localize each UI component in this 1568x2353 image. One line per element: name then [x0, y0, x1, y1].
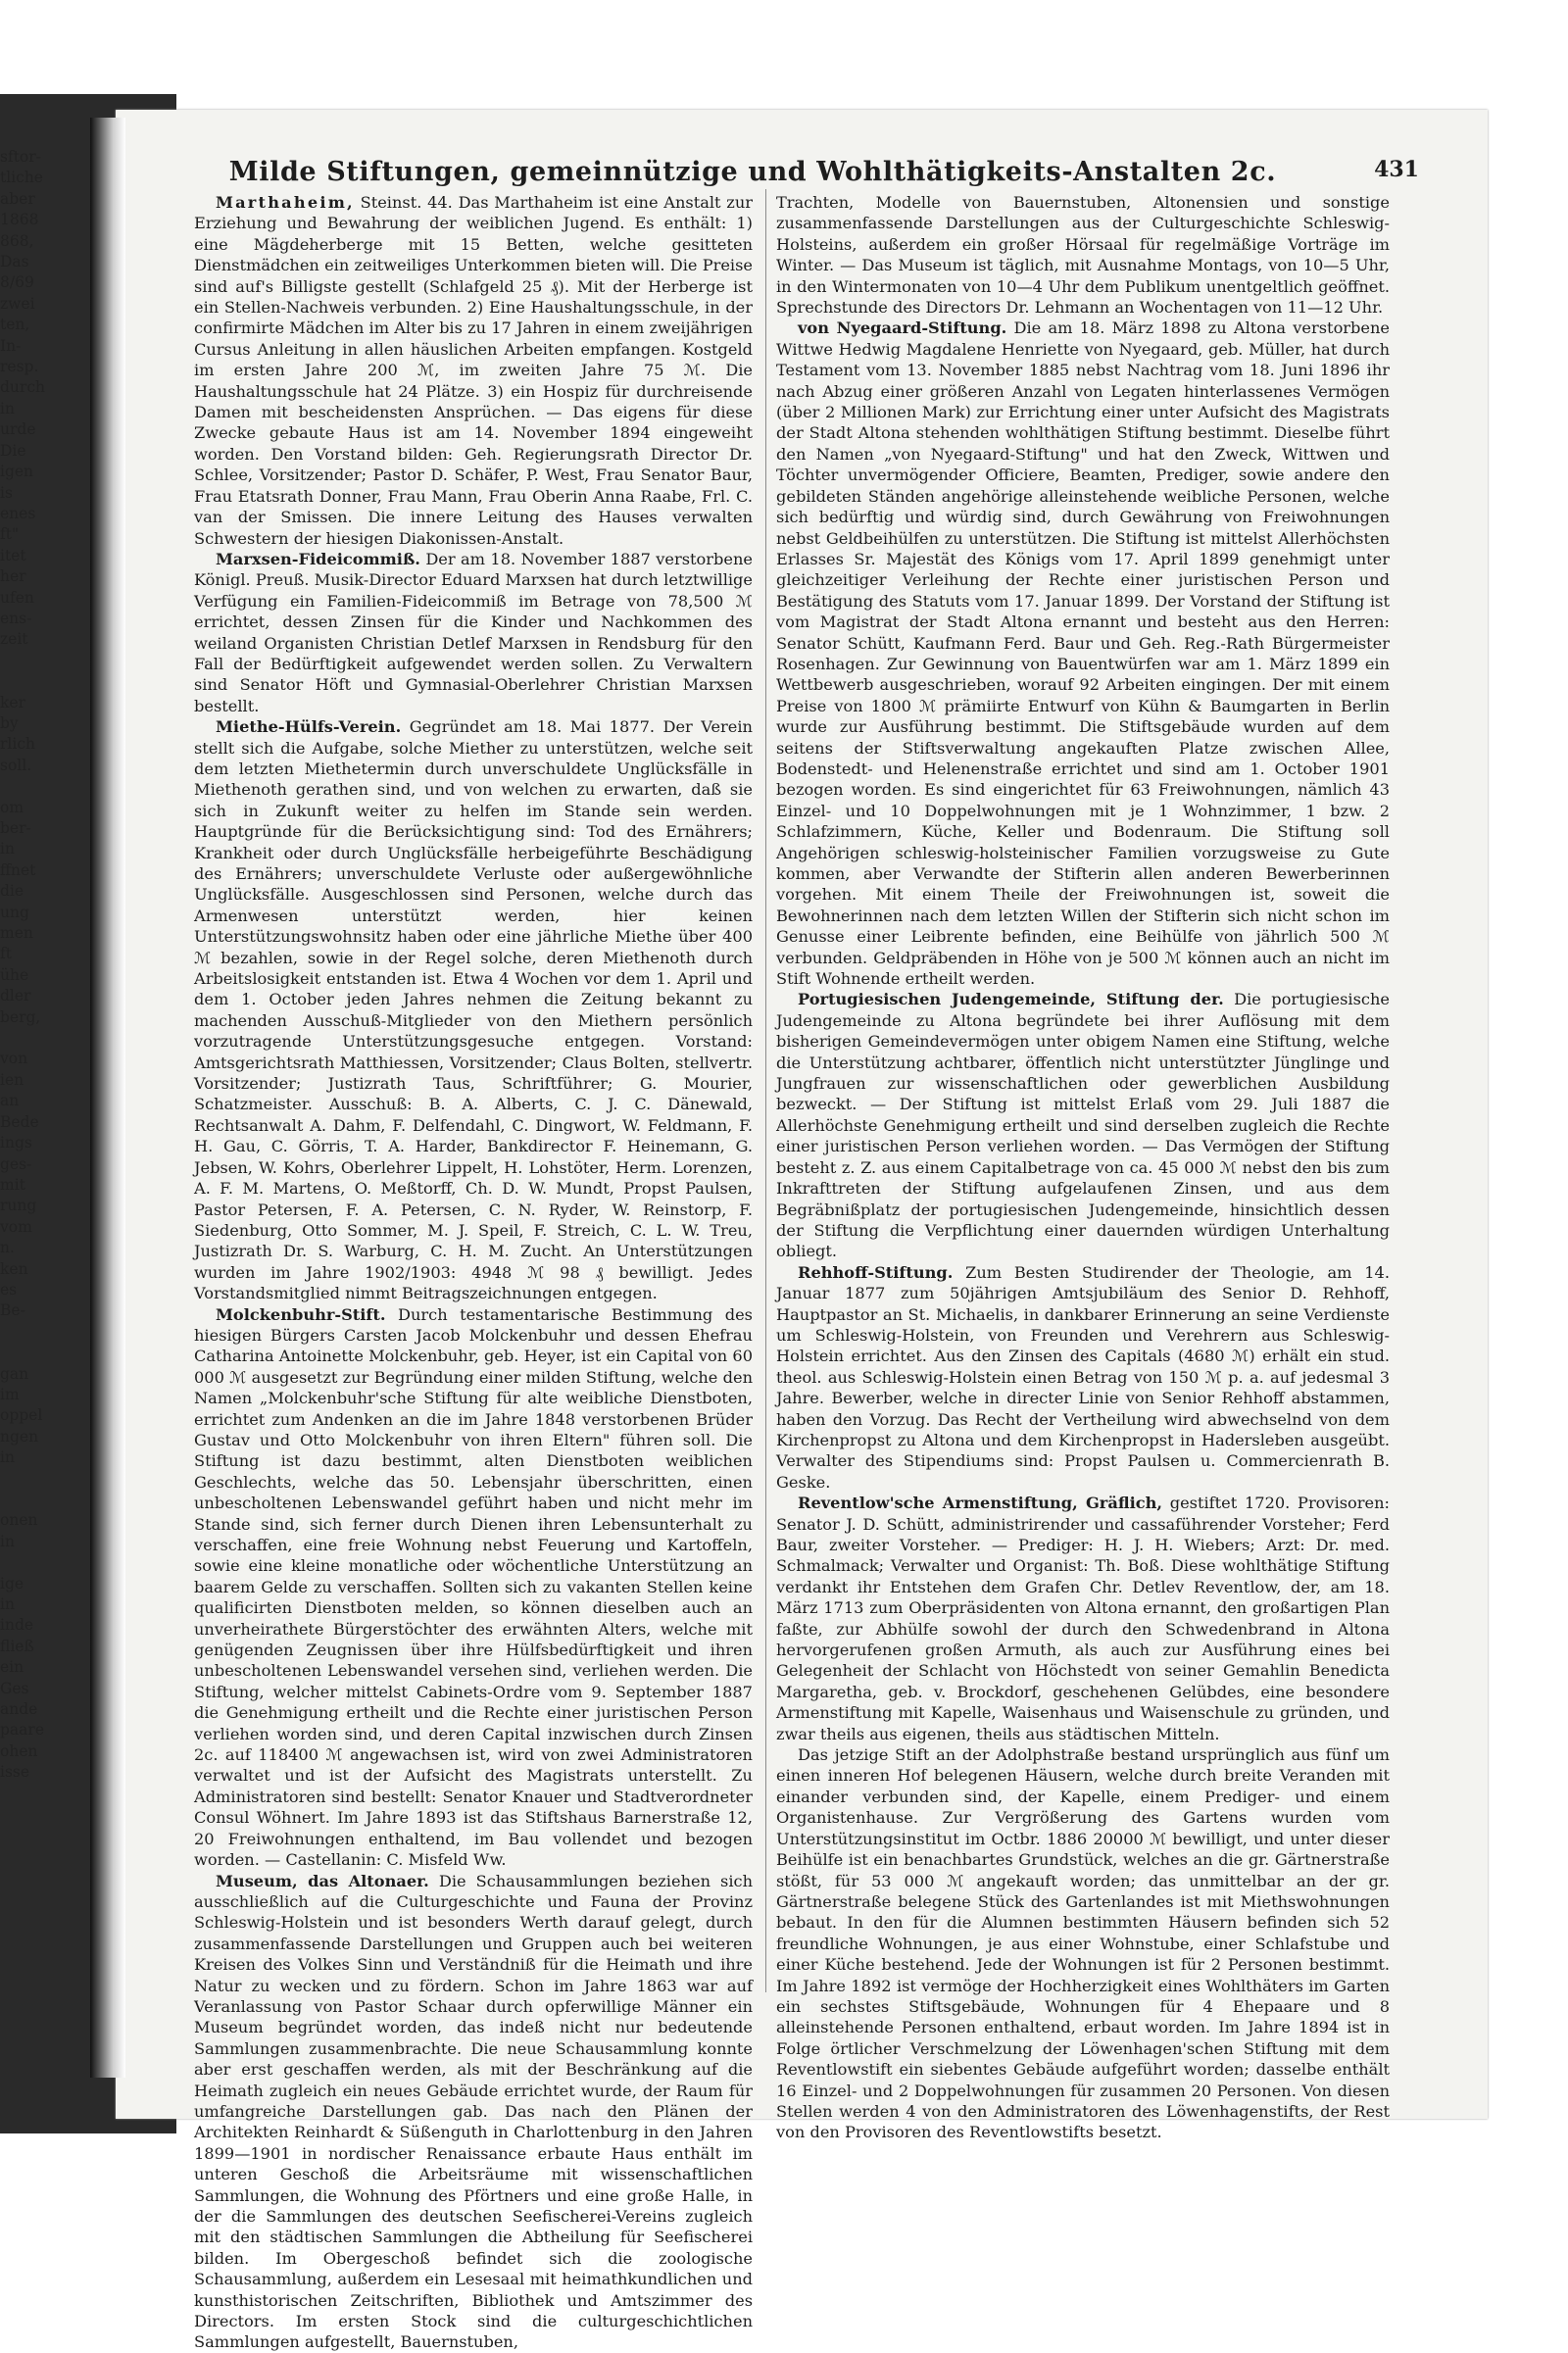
page-title: Milde Stiftungen, gemeinnützige und Wohlthätigkeits-Anstalten 2c.: [228, 157, 1277, 187]
entry-heading: von Nyegaard-Stiftung.: [798, 319, 1007, 338]
entry-heading: Museum, das Altonaer.: [216, 1871, 429, 1890]
entry-heading: Reventlow'sche Armenstiftung, Gräflich,: [798, 1494, 1162, 1513]
entry-text: Die Schausammlungen beziehen sich ausschließlich auf die Culturgeschichte und Fauna der Provinz Schleswig-Holstein und ist besonders Werth darauf gelegt, durch zusammenfassende Darstellungen und Gruppen auch bei weiteren Kreisen des Volkes Sinn und Verständniß für die Heimath und ihre Natur zu wecken und zu fördern. Schon im Jahre 1863 war auf Veranlassung von Pastor Schaar durch opferwillige Männer ein Museum begründet worden, das indeß nicht nur bedeutende Sammlungen zusammenbrachte. Die neue Schausammlung konnte aber erst geschaffen werden, als mit der Beschränkung auf die Heimath zugleich ein neues Gebäude errichtet wurde, der Raum für umfangreiche Darstellungen gab. Das nach den Plänen der Architekten Reinhardt & Süßenguth in Charlottenburg in den Jahren 1899—1901 in nordischer Renaissance erbaute Haus enthält im unteren Geschoß die Arbeitsräume mit wissenschaftlichen Sammlungen, die Wohnung des Pförtners und eine große Halle, in der die Sammlungen des deutschen Seefischerei-Vereins zugleich mit den städtischen Sammlungen die Abtheilung für Seefischerei bilden. Im Obergeschoß befindet sich die zoologische Schausammlung, außerdem ein Lesesaal mit heimathkundlichen und kunsthistorischen Zeitschriften, Bibliothek und Amtszimmer des Directors. Im ersten Stock sind die culturgeschichtlichen Sammlungen aufgestellt, Bauernstuben,: [194, 1871, 753, 2352]
entry-heading: Portugiesischen Judengemeinde, Stiftung der.: [798, 990, 1224, 1009]
left-column: [194, 192, 753, 2353]
entry-text: Zum Besten Studirender der Theologie, am 14. Januar 1877 zum 50jährigen Amtsjubiläum des Senior D. Rehhoff, Hauptpastor an St. Michaelis, in dankbarer Erinnerung an seine Verdienste um Schleswig-Holstein, von Freunden und Verehrern aus Schleswig-Holstein errichtet. Aus den Zinsen des Capitals (4680 ℳ) erhält ein stud. theol. aus Schleswig-Holstein einen Betrag von 150 ℳ p. a. auf jedesmal 3 Jahre. Bewerber, welche in directer Linie von Senior Rehhoff abstammen, haben den Vorzug. Das Recht der Vertheilung wird abwechselnd von dem Kirchenpropst zu Altona und dem Kirchenpropst in Hadersleben ausgeübt. Verwalter des Stipendiums sind: Propst Paulsen u. Commercienrath B. Geske.: [776, 1262, 1390, 1492]
entry-text: Trachten, Modelle von Bauernstuben, Altonensien und sonstige zusammenfassende Darstellungen aus der Culturgeschichte Schleswig-Holsteins, außerdem ein großer Hörsaal für regelmäßige Vorträge im Winter. — Das Museum ist täglich, mit Ausnahme Montags, von 10—5 Uhr, in den Wintermonaten von 10—4 Uhr dem Publikum unentgeltlich geöffnet. Sprechstunde des Directors Dr. Lehmann an Wochentagen von 11—12 Uhr.: [776, 193, 1390, 318]
previous-page-fragment: sftor- tliche aber 1868 868, Das 8/69 zwei ten, In- resp. durch in urde Die igen is enes ft" itet her ufen ens- zeit ker by rlich soll. om ber- in ffnet die ung men ft ühe dler berg, von ien an Bede ings ges- mit rung vom n. ken es Be- gan im oppel ngen in onen in ige in inde fließ ein Ges ande paare ohen isse: [0, 148, 45, 1782]
entry-text: Die am 18. März 1898 zu Altona verstorbene Wittwe Hedwig Magdalene Henriette von Nyegaard, geb. Müller, hat durch Testament vom 13. November 1885 nebst Nachtrag vom 18. Juni 1896 ihr nach Abzug einer größeren Anzahl von Legaten hinterlassenes Vermögen (über 2 Millionen Mark) zur Errichtung einer unter Aufsicht des Magistrats der Stadt Altona stehenden wohlthätigen Stiftung bestimmt. Dieselbe führt den Namen „von Nyegaard-Stiftung" und hat den Zweck, Wittwen und Töchter unvermögender Officiere, Beamten, Prediger, sowie andere den gebildeten Ständen angehörige alleinstehende weibliche Personen, welche sich bedürftig und würdig sind, durch Gewährung von Freiwohnungen nebst Geldbeihülfen zu unterstützen. Die Stiftung ist mittelst Allerhöchsten Erlasses Sr. Majestät des Königs vom 17. April 1899 genehmigt unter gleichzeitiger Verleihung der Rechte einer juristischen Person und Bestätigung des Statuts vom 17. Januar 1899. Der Vorstand der Stiftung ist vom Magistrat der Stadt Altona ernannt und besteht aus den Herren: Senator Schütt, Kaufmann Ferd. Baur und Geh. Reg.-Rath Bürgermeister Rosenhagen. Zur Gewinnung von Bauentwürfen war am 1. März 1899 ein Wettbewerb ausgeschrieben, worauf 92 Arbeiten eingingen. Der mit einem Preise von 1800 ℳ prämiirte Entwurf von Kühn & Baumgarten in Berlin wurde zur Ausführung bestimmt. Die Stiftsgebäude wurden auf dem seitens der Stiftsverwaltung angekauften Platze zwischen Allee, Bodenstedt- und Helenenstraße errichtet und sind am 1. October 1901 bezogen worden. Es sind eingerichtet für 63 Freiwohnungen, nämlich 43 Einzel- und 10 Doppelwohnungen mit je 1 Wohnzimmer, 1 bzw. 2 Schlafzimmern, Küche, Keller und Bodenraum. Die Stiftung soll Angehörigen schleswig-holsteinischer Familien vorzugsweise zu Gute kommen, aber Verwandte der Stifterin allen anderen Bewerberinnen vorgehen. Mit einem Theile der Freiwohnungen ist, soweit die Bewohnerinnen nach dem letzten Willen der Stifterin sich nicht schon im Genusse einer Leibrente befinden, eine Beihülfe von jährlich 500 ℳ verbunden. Geldpräbenden in Höhe von je 500 ℳ können auch an nicht im Stift Wohnende ertheilt werden.: [776, 319, 1390, 989]
column-divider: [765, 189, 766, 1992]
entry-portugiesische-judengemeinde: [776, 989, 1390, 1261]
entry-reventlow-armenstiftung: [776, 1493, 1390, 1744]
entry-text: Der am 18. November 1887 verstorbene Königl. Preuß. Musik-Director Eduard Marxsen hat durch letztwillige Verfügung ein Familien-Fideicommiß im Betrage von 78,500 ℳ errichtet, dessen Zinsen für die Kinder und Nachkommen des weiland Organisten Christian Detlef Marxsen in Rendsburg für den Fall der Bedürftigkeit aufgewendet werden sollen. Zu Verwaltern sind Senator Höft und Gymnasial-Oberlehrer Christian Marxsen bestellt.: [194, 549, 753, 715]
entry-miethe-huelfs-verein: [194, 716, 753, 1303]
right-column: [776, 192, 1390, 2143]
entry-heading: Marthaheim,: [216, 193, 355, 212]
entry-rehhoff-stiftung: [776, 1262, 1390, 1493]
entry-text: Das jetzige Stift an der Adolphstraße bestand ursprünglich aus fünf um einen inneren Hof belegenen Häusern, welche durch breite Veranden mit einander verbunden sind, der Kapelle, einem Prediger- und einem Organistenhause. Zur Vergrößerung des Gartens wurden vom Unterstützungsinstitut im Octbr. 1886 20000 ℳ bewilligt, und unter dieser Beihülfe ist ein benachbartes Grundstück, welches an die gr. Gärtnerstraße stößt, für 53 000 ℳ angekauft worden; das unmittelbar an der gr. Gärtnerstraße belegene Stück des Gartenlandes ist mit Miethswohnungen bebaut. In den für die Alumnen bestimmten Häusern befinden sich 52 freundliche Wohnungen, je aus einer Wohnstube, einer Schlafstube und einer Küche bestehend. Jede der Wohnungen ist für 2 Personen bestimmt. Im Jahre 1892 ist vermöge der Hochherzigkeit eines Wohlthäters im Garten ein sechstes Stiftsgebäude, Wohnungen für 4 Ehepaare und 8 alleinstehende Personen enthaltend, erbaut worden. Im Jahre 1894 ist in Folge örtlicher Verschmelzung der Löwenhagen'schen Stiftung mit dem Reventlowstift ein siebentes Gebäude aufgeführt worden; dasselbe enthält 16 Einzel- und 2 Doppelwohnungen für zusammen 20 Personen. Von diesen Stellen werden 4 von den Administratoren des Löwenhagenstifts, der Rest von den Provisoren des Reventlowstifts besetzt.: [776, 1745, 1390, 2142]
entry-text: Steinst. 44. Das Marthaheim ist eine Anstalt zur Erziehung und Bewahrung der weiblichen Jugend. Es enthält: 1) eine Mägdeherberge mit 15 Betten, welche gesitteten Dienstmädchen ein zeitweiliges Unterkommen bieten will. Die Preise sind auf's Billigste gestellt (Schlafgeld 25 ₰). Mit der Herberge ist ein Stellen-Nachweis verbunden. 2) Eine Haushaltungsschule, in der confirmirte Mädchen im Alter bis zu 17 Jahren in einem zweijährigen Cursus Anleitung in allen häuslichen Arbeiten empfangen. Kostgeld im ersten Jahre 200 ℳ, im zweiten Jahre 75 ℳ. Die Haushaltungsschule hat 24 Plätze. 3) ein Hospiz für durchreisende Damen mit bescheidensten Ansprüchen. — Das eigens für diese Zwecke gebaute Haus ist am 14. November 1894 eingeweiht worden. Den Vorstand bilden: Geh. Regierungsrath Director Dr. Schlee, Vorsitzender; Pastor D. Schäfer, P. West, Frau Senator Baur, Frau Etatsrath Donner, Frau Mann, Frau Oberin Anna Raabe, Frl. C. van der Smissen. Die innere Leitung des Hauses verwalten Schwestern der hiesigen Diakonissen-Anstalt.: [194, 193, 753, 548]
entry-heading: Rehhoff-Stiftung.: [798, 1262, 954, 1282]
entry-molckenbuhr-stift: [194, 1304, 753, 1871]
page-number: 431: [1374, 157, 1419, 182]
entry-marthaheim: [194, 192, 753, 549]
entry-nyegaard-stiftung: [776, 318, 1390, 989]
entry-heading: Miethe-Hülfs-Verein.: [216, 717, 402, 737]
entry-heading: Molckenbuhr-Stift.: [216, 1304, 386, 1324]
entry-heading: Marxsen-Fideicommiß.: [216, 549, 420, 568]
entry-museum-continued: [776, 192, 1390, 318]
entry-reventlow-continued: [776, 1744, 1390, 2143]
gutter-shadow: [90, 118, 125, 2078]
entry-text: gestiftet 1720. Provisoren: Senator J. D. Schütt, administrirender und cassaführender Vorsteher; Ferd Baur, zweiter Vorsteher. — Prediger: H. J. H. Wiebers; Arzt: Dr. med. Schmalmack; Verwalter und Organist: Th. Boß. Diese wohlthätige Stiftung verdankt ihr Entstehen dem Grafen Chr. Detlev Reventlow, der, am 18. März 1713 zum Oberpräsidenten von Altona ernannt, den großartigen Plan faßte, zur Abhülfe sowohl der durch den Schwedenbrand in Altona hervorgerufenen großen Armuth, als auch zur Ausführung eines bei Gelegenheit der Schlacht von Höchstedt von seiner Gemahlin Benedicta Margaretha, geb. v. Brockdorf, geschehenen Gelübdes, eine besondere Armenstiftung mit Kapelle, Waisenhaus und Waisenschule zu gründen, und zwar theils aus eigenen, theils aus städtischen Mitteln.: [776, 1494, 1390, 1743]
entry-marxsen-fideicommiss: [194, 549, 753, 716]
page-header: [194, 157, 1419, 186]
entry-text: Gegründet am 18. Mai 1877. Der Verein stellt sich die Aufgabe, solche Miether zu unterstützen, welche seit dem letzten Miethetermin durch unverschuldete Unglücksfälle in Miethenoth gerathen sind, und von welchen zu erwarten, daß sie sich in Zukunft weiter zu helfen im Stande sein werden. Hauptgründe für die Berücksichtigung sind: Tod des Ernährers; Krankheit oder durch Unglücksfälle herbeigeführte Beschädigung des Ernährers; unverschuldete Verluste oder außergewöhnliche Unglücksfälle. Ausgeschlossen sind Personen, welche durch das Armenwesen unterstützt werden, hier keinen Unterstützungswohnsitz haben oder eine jährliche Miethe über 400 ℳ bezahlen, sowie in der Regel solche, deren Miethenoth durch Arbeitslosigkeit entstanden ist. Etwa 4 Wochen vor dem 1. April und dem 1. October jeden Jahres nehmen die Zeitung bekannt zu machenden Ausschuß-Mitglieder von den Miethern persönlich vorzutragende Unterstützungsgesuche entgegen. Vorstand: Amtsgerichtsrath Matthiessen, Vorsitzender; Claus Bolten, stellvertr. Vorsitzender; Justizrath Taus, Schriftführer; G. Mourier, Schatzmeister. Ausschuß: B. A. Alberts, C. J. C. Dänewald, Rechtsanwalt A. Dahm, F. Delfendahl, C. Dingwort, W. Feldmann, F. H. Gau, C. Görris, T. A. Harder, Bankdirector F. Heinemann, G. Jebsen, W. Kohrs, Oberlehrer Lippelt, H. Lohstöter, Herm. Lorenzen, A. F. M. Martens, O. Meßtorff, Ch. D. W. Mundt, Propst Paulsen, Pastor Petersen, F. A. Petersen, C. N. Ryder, W. Reinstorp, F. Siedenburg, Otto Sommer, M. J. Speil, F. Streich, C. L. W. Treu, Justizrath Dr. S. Warburg, C. H. M. Zucht. An Unterstützungen wurden im Jahre 1902/1903: 4948 ℳ 98 ₰ bewilligt. Jedes Vorstandsmitglied nimmt Beitragszeichnungen entgegen.: [194, 717, 753, 1303]
entry-museum-altonaer: [194, 1871, 753, 2353]
entry-text: Die portugiesische Judengemeinde zu Altona begründete bei ihrer Auflösung mit dem bisherigen Gemeindevermögen unter obigem Namen eine Stiftung, welche die Unterstützung achtbarer, öffentlich nicht unterstützter Jünglinge und Jungfrauen zur wissenschaftlichen oder gewerblichen Ausbildung bezweckt. — Der Stiftung ist mittelst Erlaß vom 29. Juli 1887 die Allerhöchste Genehmigung ertheilt und sind derselben zugleich die Rechte einer juristischen Person verliehen worden. — Das Vermögen der Stiftung besteht z. Z. aus einem Capitalbetrage von ca. 45 000 ℳ nebst den bis zum Inkrafttreten der Stiftung aufgelaufenen Zinsen, und aus dem Begräbnißplatz der portugiesischen Judengemeinde, hinsichtlich dessen der Stiftung die Verpflichtung einer dauernden würdigen Unterhaltung obliegt.: [776, 990, 1390, 1261]
entry-text: Durch testamentarische Bestimmung des hiesigen Bürgers Carsten Jacob Molckenbuhr und dessen Ehefrau Catharina Antoinette Molckenbuhr, geb. Heyer, ist ein Capital von 60 000 ℳ ausgesetzt zur Begründung einer milden Stiftung, welche den Namen „Molckenbuhr'sche Stiftung für alte weibliche Dienstboten, errichtet zum Andenken an die im Jahre 1848 verstorbenen Brüder Gustav und Otto Molckenbuhr von ihren Eltern" führen soll. Die Stiftung ist dazu bestimmt, alten Dienstboten weiblichen Geschlechts, welche das 50. Lebensjahr überschritten, einen unbescholtenen Lebenswandel geführt haben und nicht mehr im Stande sind, sich ferner durch Dienen ihren Lebensunterhalt zu verschaffen, eine freie Wohnung nebst Feuerung und Kartoffeln, sowie eine kleine monatliche oder wöchentliche Unterstützung an baarem Gelde zu verschaffen. Sollten sich zu vakanten Stellen keine qualificirten Dienstboten melden, so können dieselben auch an unverheirathete Bürgerstöchter des erwähnten Alters, welche mit genügenden Zeugnissen über ihre Hülfsbedürftigkeit und ihren unbescholtenen Lebenswandel versehen sind, verliehen werden. Die Stiftung, welcher mittelst Cabinets-Ordre vom 9. September 1887 die Genehmigung ertheilt und die Rechte einer juristischen Person verliehen worden sind, und deren Capital inzwischen durch Zinsen 2c. auf 118400 ℳ angewachsen ist, wird von zwei Administratoren verwaltet und ist der Aufsicht des Magistrats unterstellt. Zu Administratoren sind bestellt: Senator Knauer und Stadtverordneter Consul Wöhnert. Im Jahre 1893 ist das Stiftshaus Barnerstraße 12, 20 Freiwohnungen enthaltend, im Bau vollendet und bezogen worden. — Castellanin: C. Misfeld Ww.: [194, 1304, 753, 1870]
